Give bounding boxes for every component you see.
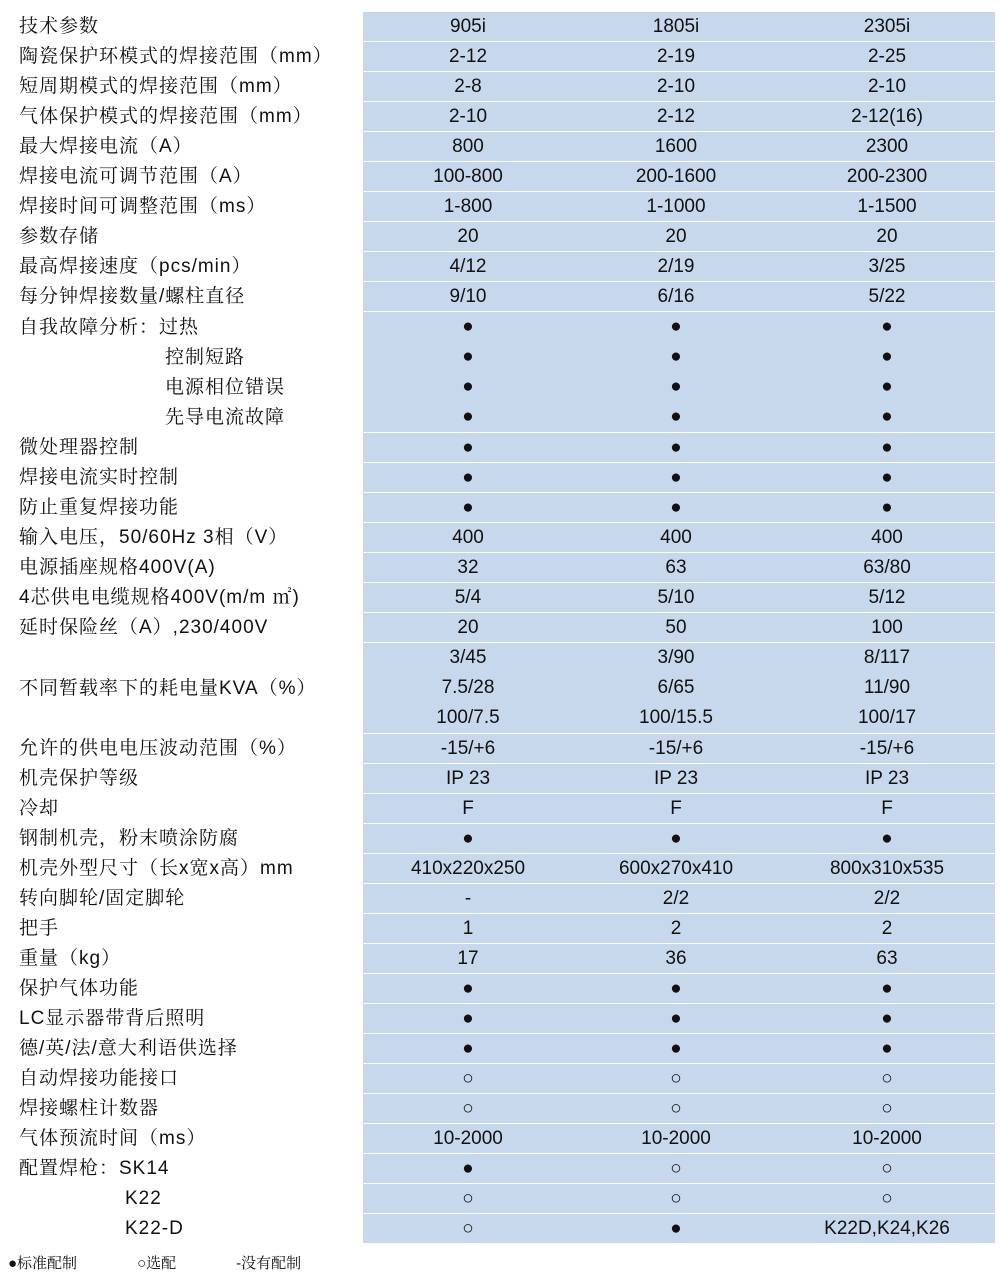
- row-label: 气体保护模式的焊接范围（mm）: [19, 106, 313, 127]
- table-row: [5, 42, 995, 72]
- table-cell: 2-12(16): [851, 105, 923, 127]
- row-values: [363, 162, 995, 191]
- table-cell: ●: [462, 1037, 474, 1059]
- row-values: [363, 914, 995, 943]
- fault-value-row: [363, 312, 995, 342]
- table-row: [5, 914, 995, 944]
- table-cell: ●: [670, 1037, 682, 1059]
- table-row: [5, 72, 995, 102]
- table-cell: 10-2000: [433, 1127, 503, 1149]
- table-cell: ●: [462, 436, 474, 458]
- table-cell: ○: [670, 1097, 682, 1119]
- table-cell: ●: [462, 827, 474, 849]
- table-cell: 2-19: [656, 45, 696, 67]
- table-row: [5, 102, 995, 132]
- table-cell: 5/22: [868, 285, 906, 307]
- row-label: 冷却: [19, 798, 60, 819]
- row-values: [363, 854, 995, 883]
- model-905i: 905i: [450, 15, 486, 37]
- table-cell: 8/117: [863, 646, 911, 668]
- table-cell: ○: [462, 1067, 474, 1089]
- table-cell: ○: [881, 1157, 893, 1179]
- table-cell: -15/+6: [440, 737, 496, 759]
- table-cell: ○: [670, 1067, 682, 1089]
- row-label: 焊接电流实时控制: [19, 467, 180, 488]
- table-cell: 800: [452, 135, 484, 157]
- table-row: [5, 764, 995, 794]
- power-value-row: [363, 703, 995, 733]
- table-cell: ●: [881, 405, 893, 427]
- table-cell: ●: [881, 1037, 893, 1059]
- table-cell: ●: [670, 827, 682, 849]
- legend-standard: ●标准配制: [8, 1255, 78, 1272]
- row-label: 参数存储: [19, 226, 100, 247]
- row-values: [363, 72, 995, 101]
- table-cell: 2-8: [454, 75, 482, 97]
- table-cell: ●: [881, 315, 893, 337]
- table-cell: -: [464, 887, 472, 909]
- row-label: 德/英/法/意大利语供选择: [19, 1038, 238, 1059]
- table-cell: 2-10: [656, 75, 696, 97]
- table-cell: 5/4: [454, 586, 482, 608]
- table-row: [5, 1004, 995, 1034]
- row-values: [363, 1094, 995, 1123]
- table-cell: ○: [881, 1097, 893, 1119]
- row-label: 焊接电流可调节范围（A）: [19, 166, 253, 187]
- row-label: LC显示器带背后照明: [19, 1008, 206, 1029]
- table-cell: 2/2: [662, 887, 690, 909]
- table-cell: 6/16: [657, 285, 695, 307]
- rows-block-3: [5, 734, 995, 1184]
- table-cell: ●: [462, 375, 474, 397]
- row-values: [363, 1154, 995, 1183]
- table-cell: 10-2000: [641, 1127, 711, 1149]
- table-cell: 200-2300: [846, 165, 928, 187]
- table-cell: ○: [670, 1187, 682, 1209]
- table-cell: 3/90: [657, 646, 695, 668]
- row-values: [363, 1004, 995, 1033]
- table-cell: 400: [871, 526, 903, 548]
- table-cell: 63: [665, 556, 687, 578]
- power-values: [363, 643, 995, 733]
- table-cell: 11/90: [863, 676, 911, 698]
- row-label: 输入电压，50/60Hz 3相（V）: [19, 527, 289, 548]
- table-cell: ●: [462, 405, 474, 427]
- fault-label-1: 控制短路: [165, 346, 246, 368]
- fault-label-0: 自我故障分析：过热: [19, 316, 200, 338]
- row-values: [363, 102, 995, 131]
- row-values: [363, 282, 995, 311]
- row-label: 配置焊枪：SK14: [19, 1158, 170, 1179]
- table-row: [5, 734, 995, 764]
- row-values: [363, 553, 995, 582]
- table-cell: 2/19: [657, 255, 695, 277]
- row-values: [363, 523, 995, 552]
- legend: [8, 1252, 361, 1273]
- table-cell: 32: [457, 556, 479, 578]
- table-row: [5, 1154, 995, 1184]
- table-cell: ●: [462, 466, 474, 488]
- table-cell: ●: [462, 345, 474, 367]
- table-cell: ●: [462, 1007, 474, 1029]
- table-row: [5, 192, 995, 222]
- row-values: [363, 1034, 995, 1063]
- fault-values: [363, 312, 995, 432]
- row-label: 最大焊接电流（A）: [19, 136, 193, 157]
- table-cell: 410x220x250: [410, 857, 526, 879]
- table-cell: 4/12: [449, 255, 487, 277]
- table-cell: 3/25: [868, 255, 906, 277]
- table-row: [5, 1034, 995, 1064]
- table-cell: 100/7.5: [436, 706, 500, 728]
- table-cell: 100/17: [857, 706, 917, 728]
- table-cell: ●: [462, 315, 474, 337]
- table-cell: 200-1600: [635, 165, 717, 187]
- table-cell: 9/10: [449, 285, 487, 307]
- table-cell: 800x310x535: [829, 857, 945, 879]
- table-cell: ●: [670, 496, 682, 518]
- table-row: [5, 463, 995, 493]
- table-cell: 7.5/28: [441, 676, 495, 698]
- legend-none: -没有配制: [236, 1255, 302, 1272]
- table-row: [5, 854, 995, 884]
- table-cell: 10-2000: [852, 1127, 922, 1149]
- table-row: [5, 1094, 995, 1124]
- table-cell: 63/80: [863, 556, 911, 578]
- table-cell: 17: [457, 947, 479, 969]
- row-values: [363, 734, 995, 763]
- rows-block-2: [5, 433, 995, 643]
- row-label: 电源插座规格400V(A): [19, 557, 216, 578]
- power-labels: [5, 643, 363, 733]
- table-cell: ●: [670, 1217, 682, 1239]
- model-2305i: 2305i: [863, 15, 911, 37]
- row-values: [363, 222, 995, 251]
- table-cell: ●: [881, 466, 893, 488]
- row-label: 把手: [19, 918, 60, 939]
- table-cell: ●: [670, 375, 682, 397]
- row-values: [363, 1124, 995, 1153]
- table-cell: ●: [881, 977, 893, 999]
- table-cell: ○: [670, 1157, 682, 1179]
- table-cell: 2/2: [873, 887, 901, 909]
- row-label: 最高焊接速度（pcs/min）: [19, 256, 252, 277]
- row-values: [363, 824, 995, 853]
- table-cell: ○: [462, 1217, 474, 1239]
- row-label: 机壳保护等级: [19, 768, 140, 789]
- row-label: 焊接螺柱计数器: [19, 1098, 160, 1119]
- row-values: [363, 764, 995, 793]
- row-label: 防止重复焊接功能: [19, 497, 180, 518]
- row-values: [363, 1064, 995, 1093]
- row-values: [363, 192, 995, 221]
- table-row: [5, 1124, 995, 1154]
- table-cell: 20: [457, 616, 479, 638]
- table-cell: 400: [452, 526, 484, 548]
- table-cell: ●: [881, 827, 893, 849]
- table-cell: IP 23: [653, 767, 699, 789]
- row-values: [363, 493, 995, 522]
- table-row: [5, 433, 995, 463]
- table-cell: 2: [881, 917, 893, 939]
- table-row: [5, 132, 995, 162]
- table-row: [5, 252, 995, 282]
- table-row: [5, 583, 995, 613]
- row-label: 微处理器控制: [19, 437, 140, 458]
- table-cell: ●: [462, 1157, 474, 1179]
- row-label: 机壳外型尺寸（长x宽x高）mm: [19, 858, 294, 879]
- table-cell: 6/65: [657, 676, 695, 698]
- fault-value-row: [363, 342, 995, 372]
- header-values: [363, 12, 995, 41]
- row-values: [363, 613, 995, 642]
- table-cell: F: [670, 797, 682, 819]
- table-row: [5, 282, 995, 312]
- fault-value-row: [363, 372, 995, 402]
- row-values: [363, 463, 995, 492]
- row-label: 保护气体功能: [19, 978, 140, 999]
- row-values: [363, 433, 995, 462]
- row-label: 每分钟焊接数量/螺柱直径: [19, 286, 246, 307]
- power-label: 不同暂载率下的耗电量KVA（%）: [19, 677, 317, 699]
- table-cell: F: [462, 797, 474, 819]
- table-row: [5, 794, 995, 824]
- table-cell: ●: [462, 496, 474, 518]
- table-cell: ○: [462, 1097, 474, 1119]
- row-values: [363, 583, 995, 612]
- table-cell: 3/45: [449, 646, 487, 668]
- row-label: K22-D: [125, 1218, 184, 1239]
- table-cell: 2-12: [656, 105, 696, 127]
- rows-block-4: [5, 1184, 995, 1244]
- table-row: [5, 974, 995, 1004]
- row-values: [363, 944, 995, 973]
- table-cell: 20: [457, 225, 479, 247]
- fault-analysis-group: [5, 312, 995, 433]
- row-values: [363, 42, 995, 71]
- table-row: [5, 523, 995, 553]
- table-row: [5, 553, 995, 583]
- table-cell: ●: [881, 345, 893, 367]
- table-cell: ●: [670, 315, 682, 337]
- fault-value-row: [363, 402, 995, 432]
- row-label: 气体预流时间（ms）: [19, 1128, 207, 1149]
- table-cell: ●: [670, 436, 682, 458]
- table-cell: ●: [670, 466, 682, 488]
- table-cell: 1-1000: [646, 195, 706, 217]
- row-values: [363, 884, 995, 913]
- table-cell: 100: [871, 616, 903, 638]
- table-cell: 1: [462, 917, 474, 939]
- table-cell: 1600: [654, 135, 698, 157]
- table-row: [5, 1184, 995, 1214]
- table-cell: ●: [670, 1007, 682, 1029]
- row-values: [363, 252, 995, 281]
- table-cell: 20: [665, 225, 687, 247]
- table-cell: 600x270x410: [618, 857, 734, 879]
- row-label: 转向脚轮/固定脚轮: [19, 888, 186, 909]
- table-cell: ○: [881, 1067, 893, 1089]
- table-cell: 100-800: [433, 165, 503, 187]
- row-values: [363, 1184, 995, 1213]
- table-row: [5, 222, 995, 252]
- row-values: [363, 974, 995, 1003]
- table-cell: 50: [665, 616, 687, 638]
- table-cell: ●: [670, 345, 682, 367]
- row-label: 陶瓷保护环模式的焊接范围（mm）: [19, 46, 333, 67]
- power-consumption-group: [5, 643, 995, 734]
- table-cell: K22D,K24,K26: [824, 1217, 950, 1239]
- table-cell: 400: [660, 526, 692, 548]
- table-row: [5, 1214, 995, 1244]
- row-label: 4芯供电电缆规格400V(m/m ㎡): [19, 587, 300, 608]
- table-row: [5, 162, 995, 192]
- table-cell: 2-25: [867, 45, 907, 67]
- row-label: 延时保险丝（A）,230/400V: [19, 617, 269, 638]
- model-1805i: 1805i: [652, 15, 700, 37]
- table-cell: ●: [881, 1007, 893, 1029]
- table-cell: ●: [881, 375, 893, 397]
- row-values: [363, 1214, 995, 1243]
- table-cell: 36: [665, 947, 687, 969]
- fault-labels: [5, 312, 363, 432]
- row-label: 短周期模式的焊接范围（mm）: [19, 76, 293, 97]
- row-values: [363, 794, 995, 823]
- row-label: 钢制机壳，粉末喷涂防腐: [19, 828, 240, 849]
- table-cell: ○: [462, 1187, 474, 1209]
- table-cell: 2300: [865, 135, 909, 157]
- table-row: [5, 613, 995, 643]
- rows-block-1: [5, 42, 995, 312]
- table-cell: ●: [881, 496, 893, 518]
- table-cell: 20: [876, 225, 898, 247]
- table-cell: 100/15.5: [639, 706, 713, 728]
- power-value-row: [363, 643, 995, 673]
- spec-table: [5, 12, 995, 1244]
- table-cell: ●: [670, 977, 682, 999]
- table-row: [5, 944, 995, 974]
- row-label: 自动焊接功能接口: [19, 1068, 180, 1089]
- table-row: [5, 824, 995, 854]
- table-cell: ●: [881, 436, 893, 458]
- table-cell: 63: [876, 947, 898, 969]
- table-cell: 2-12: [448, 45, 488, 67]
- table-cell: -15/+6: [648, 737, 704, 759]
- table-cell: 2-10: [867, 75, 907, 97]
- table-cell: IP 23: [864, 767, 910, 789]
- row-label: 允许的供电电压波动范围（%）: [19, 738, 297, 759]
- table-row: [5, 884, 995, 914]
- table-cell: 1-800: [443, 195, 493, 217]
- row-values: [363, 132, 995, 161]
- power-value-row: [363, 673, 995, 703]
- table-cell: ●: [670, 405, 682, 427]
- header-label: 技术参数: [19, 16, 100, 37]
- table-cell: IP 23: [445, 767, 491, 789]
- table-cell: 5/12: [868, 586, 906, 608]
- fault-label-3: 先导电流故障: [165, 406, 286, 428]
- row-label: K22: [125, 1188, 162, 1209]
- row-label: 焊接时间可调整范围（ms）: [19, 196, 267, 217]
- fault-label-2: 电源相位错误: [165, 376, 286, 398]
- table-cell: 5/10: [657, 586, 695, 608]
- table-row: [5, 1064, 995, 1094]
- row-label: 重量（kg）: [19, 948, 122, 969]
- table-cell: 2: [670, 917, 682, 939]
- header-row: [5, 12, 995, 42]
- legend-optional: ○选配: [137, 1255, 177, 1272]
- table-cell: 1-1500: [857, 195, 917, 217]
- table-cell: F: [881, 797, 893, 819]
- table-cell: ●: [462, 977, 474, 999]
- table-cell: ○: [881, 1187, 893, 1209]
- table-row: [5, 493, 995, 523]
- table-cell: -15/+6: [859, 737, 915, 759]
- table-cell: 2-10: [448, 105, 488, 127]
